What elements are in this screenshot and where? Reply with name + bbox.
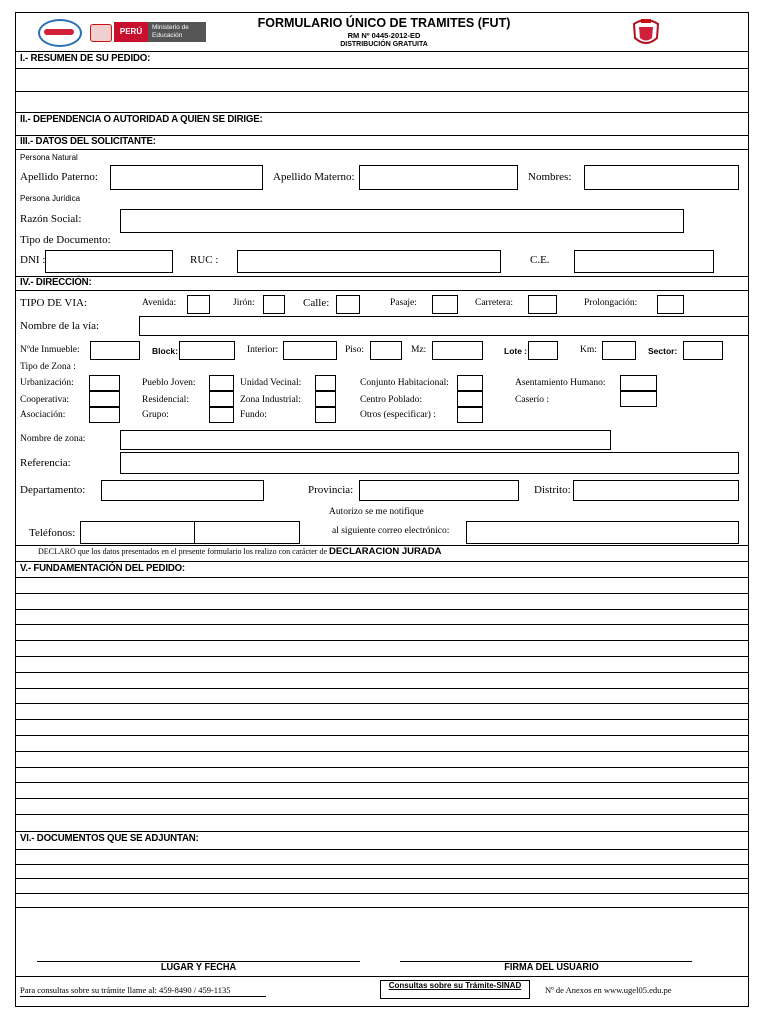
referencia-label: Referencia: bbox=[20, 457, 71, 469]
avenida-checkbox[interactable] bbox=[187, 295, 210, 314]
departamento-label: Departamento: bbox=[20, 484, 86, 496]
otros-label: Otros (especificar) : bbox=[360, 410, 436, 420]
writing-line[interactable] bbox=[15, 814, 749, 815]
referencia-field[interactable] bbox=[120, 452, 739, 474]
inmueble-field[interactable] bbox=[90, 341, 140, 360]
section-2-title: II.- DEPENDENCIA O AUTORIDAD A QUIEN SE DIRIGE: bbox=[20, 113, 263, 125]
writing-line[interactable] bbox=[15, 624, 749, 625]
persona-natural-label: Persona Natural bbox=[20, 153, 78, 162]
avenida-label: Avenida: bbox=[142, 298, 177, 308]
section-4-title: IV.- DIRECCIÓN: bbox=[20, 276, 92, 288]
distribution-label: DISTRIBUCIÓN GRATUITA bbox=[340, 41, 428, 48]
interior-label: Interior: bbox=[247, 345, 279, 355]
writing-line[interactable] bbox=[15, 751, 749, 752]
tipo-documento-label: Tipo de Documento: bbox=[20, 234, 111, 246]
cooperativa-checkbox[interactable] bbox=[89, 391, 120, 407]
declaracion-jurada bbox=[38, 546, 441, 557]
declaro-bold: DECLARACION JURADA bbox=[329, 546, 442, 557]
asociacion-label: Asociación: bbox=[20, 410, 66, 420]
piso-label: Piso: bbox=[345, 345, 365, 355]
apellido-paterno-field[interactable] bbox=[110, 165, 263, 190]
asentamiento-humano-checkbox[interactable] bbox=[620, 375, 657, 391]
telefonos-label: Teléfonos: bbox=[29, 527, 76, 539]
razon-social-field[interactable] bbox=[120, 209, 684, 233]
unidad-vecinal-checkbox[interactable] bbox=[315, 375, 336, 391]
residencial-label: Residencial: bbox=[142, 395, 189, 405]
writing-line[interactable] bbox=[15, 703, 749, 704]
mz-label: Mz: bbox=[411, 345, 427, 355]
interior-field[interactable] bbox=[283, 341, 337, 360]
writing-line[interactable] bbox=[15, 577, 749, 578]
km-field[interactable] bbox=[602, 341, 636, 360]
nombres-label: Nombres: bbox=[528, 171, 572, 183]
pueblo-joven-label: Pueblo Joven: bbox=[142, 378, 196, 388]
lote-label: Lote : bbox=[504, 346, 528, 356]
nombres-field[interactable] bbox=[584, 165, 739, 190]
pasaje-checkbox[interactable] bbox=[432, 295, 458, 314]
mz-field[interactable] bbox=[432, 341, 483, 360]
urbanizacion-checkbox[interactable] bbox=[89, 375, 120, 391]
asentamiento-humano-label: Asentamiento Humano: bbox=[515, 378, 606, 388]
section-5-title: V.- FUNDAMENTACIÓN DEL PEDIDO: bbox=[20, 562, 185, 574]
lote-field[interactable] bbox=[528, 341, 558, 360]
carretera-checkbox[interactable] bbox=[528, 295, 557, 314]
persona-juridica-label: Persona Jurídica bbox=[20, 194, 81, 203]
apellido-materno-label: Apellido Materno: bbox=[273, 171, 355, 183]
writing-line[interactable] bbox=[15, 719, 749, 720]
ruc-field[interactable] bbox=[237, 250, 501, 273]
section-6-title: VI.- DOCUMENTOS QUE SE ADJUNTAN: bbox=[20, 832, 199, 844]
carretera-label: Carretera: bbox=[475, 298, 513, 308]
sector-label: Sector: bbox=[648, 346, 678, 356]
block-label: Block: bbox=[152, 346, 178, 356]
correo-label: al siguiente correo electrónico: bbox=[332, 526, 450, 536]
writing-line[interactable] bbox=[15, 907, 749, 908]
distrito-label: Distrito: bbox=[534, 484, 571, 496]
writing-line[interactable] bbox=[15, 893, 749, 894]
resolution-number: RM Nº 0445-2012-ED bbox=[347, 31, 421, 40]
sinad-text: Consultas sobre su Trámite-SINAD bbox=[388, 981, 522, 990]
conjunto-habitacional-checkbox[interactable] bbox=[457, 375, 483, 391]
declaro-text: DECLARO que los datos presentados en el presente formulario los realizo con carácter de bbox=[38, 547, 328, 556]
pueblo-joven-checkbox[interactable] bbox=[209, 375, 234, 391]
telefono-2-field[interactable] bbox=[194, 521, 300, 544]
anexos-text: Nº de Anexos en www.ugel05.edu.pe bbox=[545, 985, 672, 995]
otros-checkbox[interactable] bbox=[457, 407, 483, 423]
conjunto-habitacional-label: Conjunto Habitacional: bbox=[360, 378, 449, 388]
nombre-zona-label: Nombre de zona: bbox=[20, 434, 86, 444]
tipo-via-label: TIPO DE VIA: bbox=[20, 297, 88, 309]
coat-of-arms-icon bbox=[628, 14, 664, 50]
autorizo-label: Autorizo se me notifique bbox=[329, 507, 424, 517]
writing-line[interactable] bbox=[15, 798, 749, 799]
centro-poblado-label: Centro Poblado: bbox=[360, 395, 423, 405]
prolongacion-label: Prolongación: bbox=[584, 298, 638, 308]
inmueble-label: Nºde Inmueble: bbox=[20, 345, 80, 355]
asociacion-checkbox[interactable] bbox=[89, 407, 120, 423]
provincia-field[interactable] bbox=[359, 480, 519, 501]
km-label: Km: bbox=[580, 345, 597, 355]
form-title: FORMULARIO ÚNICO DE TRAMITES (FUT) bbox=[257, 16, 511, 30]
nombre-zona-field[interactable] bbox=[120, 430, 611, 450]
piso-field[interactable] bbox=[370, 341, 402, 360]
distrito-field[interactable] bbox=[573, 480, 739, 501]
nombre-via-field[interactable] bbox=[139, 316, 749, 336]
departamento-field[interactable] bbox=[101, 480, 264, 501]
writing-line[interactable] bbox=[15, 767, 749, 768]
writing-line[interactable] bbox=[15, 735, 749, 736]
writing-line[interactable] bbox=[15, 656, 749, 657]
telefono-1-field[interactable] bbox=[80, 521, 195, 544]
jiron-checkbox[interactable] bbox=[263, 295, 285, 314]
provincia-label: Provincia: bbox=[308, 484, 354, 496]
writing-line[interactable] bbox=[15, 688, 749, 689]
grupo-checkbox[interactable] bbox=[209, 407, 234, 423]
grupo-label: Grupo: bbox=[142, 410, 169, 420]
cooperativa-label: Cooperativa: bbox=[20, 395, 70, 405]
section-3-title: III.- DATOS DEL SOLICITANTE: bbox=[20, 135, 156, 147]
caserio-label: Caserío : bbox=[515, 395, 550, 405]
razon-social-label: Razón Social: bbox=[20, 213, 82, 225]
writing-line[interactable] bbox=[15, 782, 749, 783]
writing-line[interactable] bbox=[15, 672, 749, 673]
ruc-label: RUC : bbox=[190, 254, 219, 266]
sinad-box[interactable] bbox=[380, 980, 530, 999]
ministry-logo-text: Ministerio de Educación bbox=[152, 24, 189, 39]
apellido-materno-field[interactable] bbox=[359, 165, 518, 190]
nombre-via-label: Nombre de la vía: bbox=[20, 320, 100, 332]
tipo-zona-label: Tipo de Zona : bbox=[20, 362, 76, 372]
ce-field[interactable] bbox=[574, 250, 714, 273]
dni-field[interactable] bbox=[45, 250, 173, 273]
calle-label: Calle: bbox=[303, 297, 330, 309]
fundo-checkbox[interactable] bbox=[315, 407, 336, 423]
dni-label: DNI : bbox=[20, 254, 46, 266]
centro-poblado-checkbox[interactable] bbox=[457, 391, 483, 407]
zona-industrial-checkbox[interactable] bbox=[315, 391, 336, 407]
writing-line[interactable] bbox=[15, 609, 749, 610]
correo-field[interactable] bbox=[466, 521, 739, 544]
prolongacion-checkbox[interactable] bbox=[657, 295, 684, 314]
writing-line[interactable] bbox=[15, 593, 749, 594]
writing-line[interactable] bbox=[15, 878, 749, 879]
peru-logo-text: PERÚ bbox=[119, 27, 143, 36]
block-field[interactable] bbox=[179, 341, 235, 360]
apellido-paterno-label: Apellido Paterno: bbox=[20, 171, 98, 183]
section-1-title: I.- RESUMEN DE SU PEDIDO: bbox=[20, 52, 151, 64]
residencial-checkbox[interactable] bbox=[209, 391, 234, 407]
pasaje-label: Pasaje: bbox=[390, 298, 417, 308]
urbanizacion-label: Urbanización: bbox=[20, 378, 74, 388]
caserio-checkbox[interactable] bbox=[620, 391, 657, 407]
unidad-vecinal-label: Unidad Vecinal: bbox=[240, 378, 302, 388]
writing-line[interactable] bbox=[15, 640, 749, 641]
fundo-label: Fundo: bbox=[240, 410, 267, 420]
calle-checkbox[interactable] bbox=[336, 295, 360, 314]
sector-field[interactable] bbox=[683, 341, 723, 360]
ce-label: C.E. bbox=[530, 254, 550, 266]
firma-usuario-label: FIRMA DEL USUARIO bbox=[504, 962, 599, 973]
writing-line[interactable] bbox=[15, 849, 749, 850]
jiron-label: Jirón: bbox=[233, 298, 255, 308]
writing-line[interactable] bbox=[15, 864, 749, 865]
lugar-fecha-label: LUGAR Y FECHA bbox=[160, 962, 237, 973]
zona-industrial-label: Zona Industrial: bbox=[240, 395, 301, 405]
consultas-telefono: Para consultas sobre su trámite llame al: 459-8490 / 459-1135 bbox=[20, 985, 231, 995]
